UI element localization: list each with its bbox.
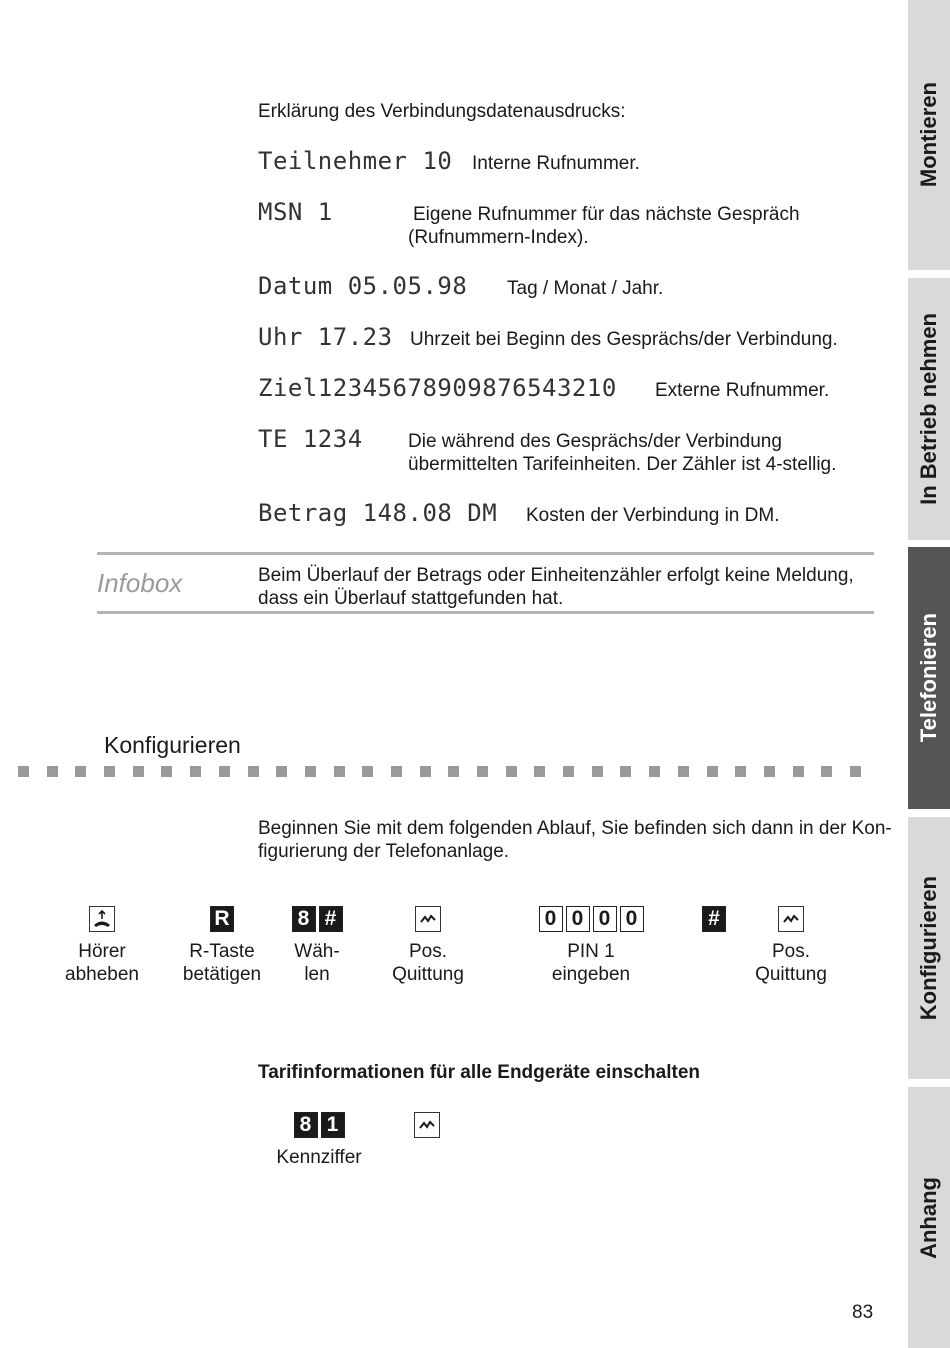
entry-code: Ziel12345678909876543210 <box>258 374 617 402</box>
divider-dot <box>620 766 631 777</box>
confirmation-tone-icon <box>414 1112 440 1138</box>
page-number: 83 <box>852 1302 874 1323</box>
tab-label: Anhang <box>916 1176 941 1259</box>
tab-montieren[interactable] <box>908 0 950 270</box>
r-key: R <box>210 906 234 932</box>
step-lift-handset <box>42 906 162 986</box>
entry-desc: Interne Rufnummer. <box>472 153 640 174</box>
tab-in-betrieb-nehmen[interactable] <box>908 278 950 540</box>
subsection-title: Tarifinformationen für alle Endgeräte einschalten <box>258 1062 701 1083</box>
tab-konfigurieren[interactable] <box>908 817 950 1079</box>
entry-desc-cont: übermittelten Tarifeinheiten. Der Zähler ist 4-stellig. <box>408 454 837 475</box>
entry-desc: Die während des Gesprächs/der Verbindung <box>408 431 782 452</box>
section-divider <box>18 766 879 777</box>
divider-dot <box>161 766 172 777</box>
digit-key: 8 <box>294 1112 318 1138</box>
entry-desc: Eigene Rufnummer für das nächste Gespräch <box>413 204 800 225</box>
divider-dot <box>47 766 58 777</box>
divider-dot <box>248 766 259 777</box>
tab-label: In Betrieb nehmen <box>916 313 941 505</box>
divider-dot <box>362 766 373 777</box>
chapter-tabs <box>908 0 950 1348</box>
infobox-text: Beim Überlauf der Betrags oder Einheitenzähler erfolgt keine Meldung, <box>258 565 854 586</box>
entry-code: TE 1234 <box>258 425 363 453</box>
step-label: eingeben <box>551 964 631 985</box>
tab-label: Montieren <box>916 82 941 188</box>
confirmation-tone-icon <box>415 906 441 932</box>
entry-code: MSN 1 <box>258 198 333 226</box>
digit-key: 8 <box>292 906 316 932</box>
digit-key: 1 <box>321 1112 345 1138</box>
divider-dot <box>678 766 689 777</box>
digit-key: 0 <box>539 906 563 932</box>
tab-anhang[interactable] <box>908 1087 950 1348</box>
divider-dot <box>793 766 804 777</box>
step-label: Quittung <box>755 964 827 985</box>
entry-code: Betrag 148.08 DM <box>258 499 498 527</box>
step-confirmation <box>368 906 488 986</box>
step-label: Wäh- <box>294 941 340 962</box>
step-confirmation <box>414 1112 440 1143</box>
tab-telefonieren[interactable] <box>908 547 950 809</box>
divider-dot <box>477 766 488 777</box>
confirmation-tone-icon <box>778 906 804 932</box>
step-label: Pos. <box>408 941 448 962</box>
entry-desc: Tag / Monat / Jahr. <box>507 278 664 299</box>
step-label: PIN 1 <box>567 941 615 962</box>
step-label: Pos. <box>771 941 811 962</box>
infobox-top-rule <box>97 552 874 555</box>
infobox-label: Infobox <box>97 568 183 598</box>
divider-dot <box>707 766 718 777</box>
tab-label: Telefonieren <box>916 613 941 743</box>
divider-dot <box>391 766 402 777</box>
divider-dot <box>735 766 746 777</box>
step-label: Kennziffer <box>276 1147 362 1168</box>
section-title: Konfigurieren <box>104 732 241 758</box>
entry-desc: Externe Rufnummer. <box>655 380 830 401</box>
infobox-text: dass ein Überlauf stattgefunden hat. <box>258 588 564 609</box>
divider-dot <box>305 766 316 777</box>
divider-dot <box>18 766 29 777</box>
entry-code: Datum 05.05.98 <box>258 272 468 300</box>
divider-dot <box>190 766 201 777</box>
step-label: len <box>304 964 330 985</box>
step-dial <box>257 906 377 986</box>
divider-dot <box>649 766 660 777</box>
divider-dot <box>563 766 574 777</box>
step-label: Hörer <box>78 941 126 962</box>
step-label: abheben <box>65 964 139 985</box>
divider-dot <box>821 766 832 777</box>
step-label: Quittung <box>392 964 464 985</box>
divider-dot <box>506 766 517 777</box>
entry-desc-cont: (Rufnummern-Index). <box>408 227 589 248</box>
entry-desc: Kosten der Verbindung in DM. <box>526 505 780 526</box>
digit-key: 0 <box>593 906 617 932</box>
divider-dot <box>75 766 86 777</box>
divider-dot <box>276 766 287 777</box>
intro-text: Erklärung des Verbindungsdatenausdrucks: <box>258 101 626 122</box>
divider-dot <box>334 766 345 777</box>
divider-dot <box>448 766 459 777</box>
digit-key: 0 <box>566 906 590 932</box>
divider-dot <box>592 766 603 777</box>
step-label: R-Taste <box>189 941 255 962</box>
step-pin <box>531 906 651 986</box>
step-confirmation <box>731 906 851 986</box>
divider-dot <box>219 766 230 777</box>
divider-dot <box>850 766 861 777</box>
divider-dot <box>104 766 115 777</box>
entry-desc: Uhrzeit bei Beginn des Gesprächs/der Verbindung. <box>410 329 838 350</box>
section-intro: figurierung der Telefonanlage. <box>258 841 510 862</box>
hash-key: # <box>702 906 726 932</box>
divider-dot <box>764 766 775 777</box>
divider-dot <box>420 766 431 777</box>
step-label: betätigen <box>182 964 262 985</box>
entry-code: Teilnehmer 10 <box>258 147 453 175</box>
infobox-bottom-rule <box>97 611 874 614</box>
divider-dot <box>133 766 144 777</box>
section-intro: Beginnen Sie mit dem folgenden Ablauf, Sie befinden sich dann in der Kon- <box>258 818 892 839</box>
hash-key: # <box>319 906 343 932</box>
tab-label: Konfigurieren <box>916 875 941 1021</box>
handset-lift-icon <box>89 906 115 932</box>
divider-dot <box>534 766 545 777</box>
digit-key: 0 <box>620 906 644 932</box>
entry-code: Uhr 17.23 <box>258 323 393 351</box>
step-code <box>259 1112 379 1169</box>
